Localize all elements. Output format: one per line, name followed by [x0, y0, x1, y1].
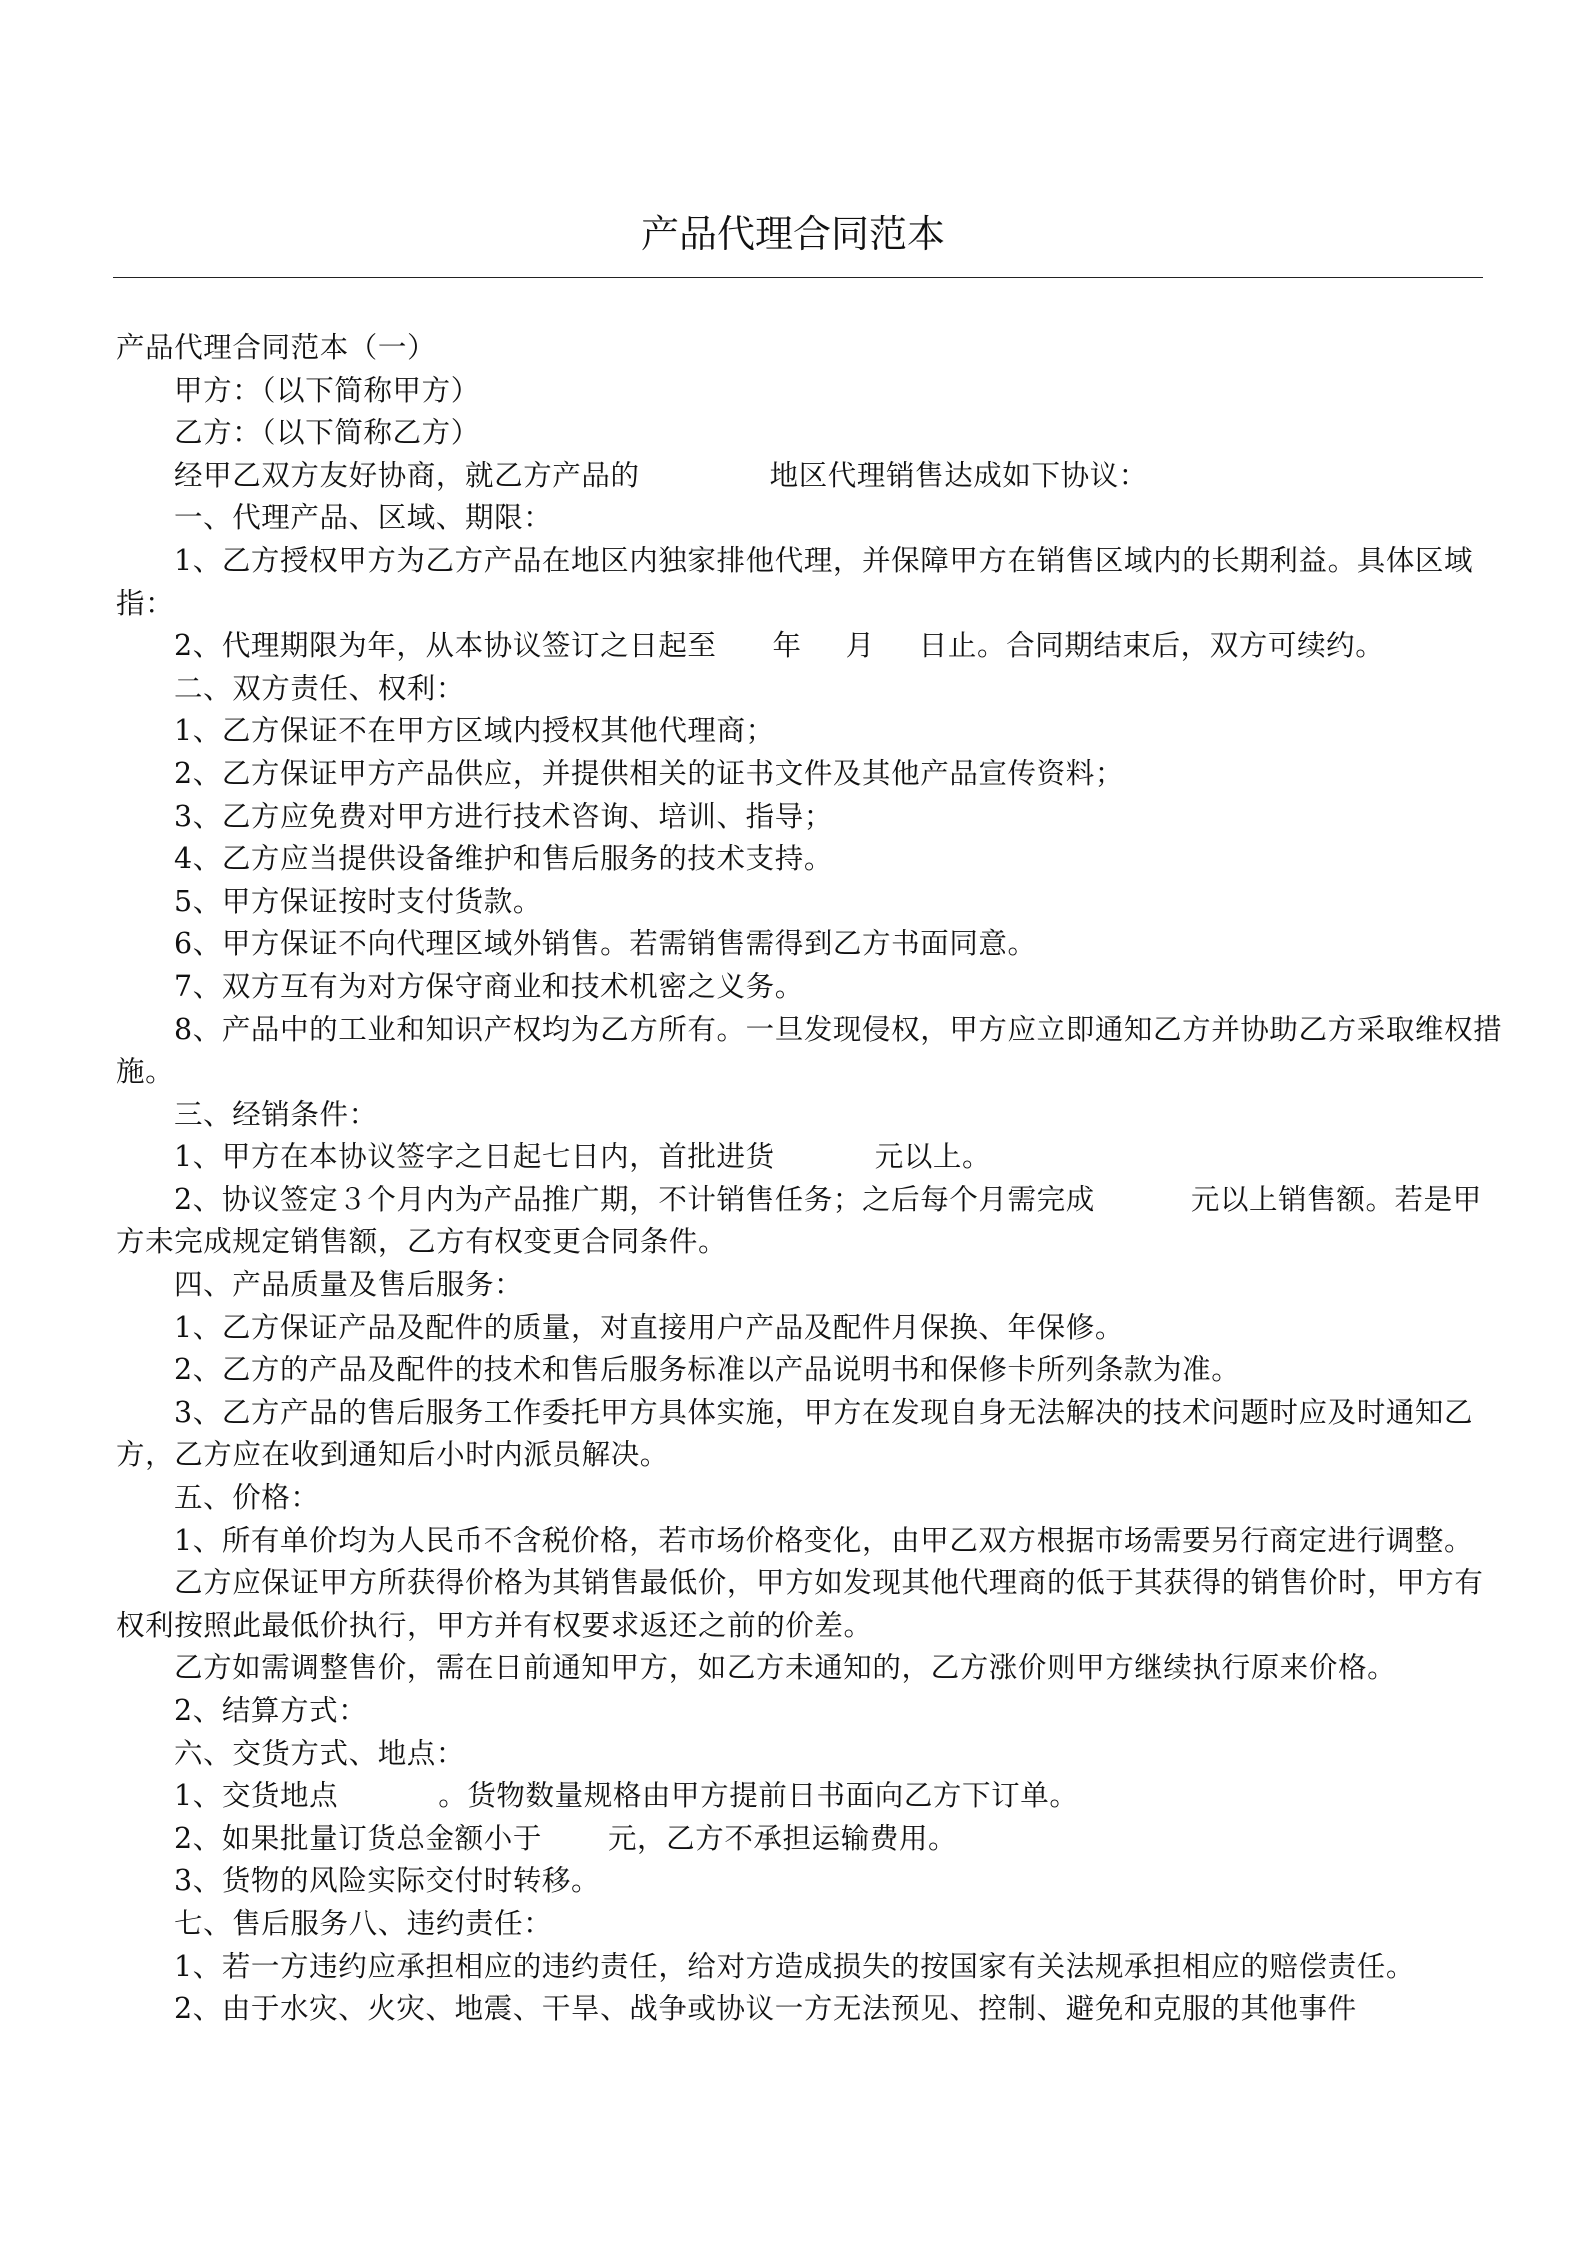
paragraph-segment: 1、交货地点	[174, 1779, 339, 1813]
paragraph: 1、所有单价均为人民币不含税价格，若市场价格变化，由甲乙双方根据市场需要另行商定进行调整。	[174, 1523, 1474, 1557]
paragraph-segment: 1、甲方在本协议签字之日起七日内，首批进货	[174, 1140, 775, 1174]
paragraph: 乙方如需调整售价，需在日前通知甲方，如乙方未通知的，乙方涨价则甲方继续执行原来价格。	[174, 1651, 1397, 1685]
paragraph: 乙方应保证甲方所获得价格为其销售最低价，甲方如发现其他代理商的低于其获得的销售价时，甲方有权利按照此最低价执行，甲方并有权要求返还之前的价差。	[116, 1566, 1484, 1642]
paragraph: 七、售后服务八、违约责任：	[174, 1906, 553, 1940]
paragraph: 2、结算方式：	[174, 1694, 368, 1727]
paragraph	[116, 455, 1506, 498]
paragraph-segment: 。货物数量规格由甲方提前日书面向乙方下订单。	[438, 1779, 1079, 1813]
paragraph: 产品代理合同范本（一）	[116, 331, 437, 364]
paragraph-segment: 元以上。	[874, 1140, 992, 1174]
paragraph: 7、双方互有为对方保守商业和技术机密之义务。	[174, 969, 804, 1003]
paragraph: 三、经销条件：	[174, 1097, 378, 1131]
paragraph-segment: 2、代理期限为年，从本协议签订之日起至	[174, 629, 717, 663]
paragraph	[116, 1775, 1506, 1818]
paragraph: 5、甲方保证按时支付货款。	[174, 884, 542, 918]
paragraph-segment: 2、协议签定３个月内为产品推广期，不计销售任务；之后每个月需完成	[174, 1182, 1095, 1216]
paragraph	[116, 1818, 1506, 1861]
paragraph-segment: 日止。合同期结束后，双方可续约。	[918, 629, 1385, 663]
paragraph-segment: 2、如果批量订货总金额小于	[174, 1821, 542, 1855]
paragraph: 6、甲方保证不向代理区域外销售。若需销售需得到乙方书面同意。	[174, 927, 1037, 961]
paragraph: 2、乙方的产品及配件的技术和售后服务标准以产品说明书和保修卡所列条款为准。	[174, 1353, 1241, 1387]
paragraph: 1、乙方保证产品及配件的质量，对直接用户产品及配件月保换、年保修。	[174, 1310, 1124, 1344]
paragraph	[116, 625, 1506, 668]
paragraph: 3、乙方产品的售后服务工作委托甲方具体实施，甲方在发现自身无法解决的技术问题时应及时通知乙方，乙方应在收到通知后小时内派员解决。	[116, 1395, 1474, 1472]
paragraph: 五、价格：	[174, 1481, 320, 1515]
paragraph: 一、代理产品、区域、期限：	[174, 501, 553, 535]
paragraph: 二、双方责任、权利：	[174, 671, 466, 705]
paragraph: 2、由于水灾、火灾、地震、干旱、战争或协议一方无法预见、控制、避免和克服的其他事件	[174, 1992, 1357, 2026]
document-title: 产品代理合同范本	[640, 212, 945, 256]
paragraph-segment: 元以上销售额。若是甲方未完成规定销售额，乙方有权变更合同条件。	[116, 1182, 1482, 1259]
paragraph: 4、乙方应当提供设备维护和售后服务的技术支持。	[174, 842, 833, 876]
paragraph: 1、若一方违约应承担相应的违约责任，给对方造成损失的按国家有关法规承担相应的赔偿责任。	[174, 1949, 1415, 1983]
paragraph: 3、货物的风险实际交付时转移。	[174, 1864, 601, 1898]
paragraph	[116, 1136, 1506, 1179]
paragraph: 甲方：（以下简称甲方）	[174, 373, 480, 407]
paragraph: 乙方：（以下简称乙方）	[174, 416, 480, 450]
paragraph: 8、产品中的工业和知识产权均为乙方所有。一旦发现侵权，甲方应立即通知乙方并协助乙方采取维权措施。	[116, 1012, 1503, 1089]
paragraph: 四、产品质量及售后服务：	[174, 1268, 524, 1302]
paragraph-segment: 年	[772, 629, 802, 663]
paragraph: 2、乙方保证甲方产品供应，并提供相关的证书文件及其他产品宣传资料；	[174, 756, 1124, 790]
paragraph-segment: 地区代理销售达成如下协议：	[769, 458, 1148, 492]
paragraph	[116, 1179, 1506, 1264]
paragraph: 1、乙方授权甲方为乙方产品在地区内独家排他代理，并保障甲方在销售区域内的长期利益。具体区域指：	[116, 543, 1474, 620]
paragraph: 1、乙方保证不在甲方区域内授权其他代理商；	[174, 714, 775, 748]
paragraph-segment: 元，乙方不承担运输费用。	[607, 1821, 958, 1855]
paragraph-segment: 月	[845, 629, 875, 663]
title-divider	[113, 277, 1483, 278]
paragraph: 3、乙方应免费对甲方进行技术咨询、培训、指导；	[174, 799, 833, 833]
paragraph: 六、交货方式、地点：	[174, 1736, 466, 1770]
document-body	[116, 327, 1506, 2031]
paragraph-segment: 经甲乙双方友好协商，就乙方产品的	[174, 458, 640, 492]
